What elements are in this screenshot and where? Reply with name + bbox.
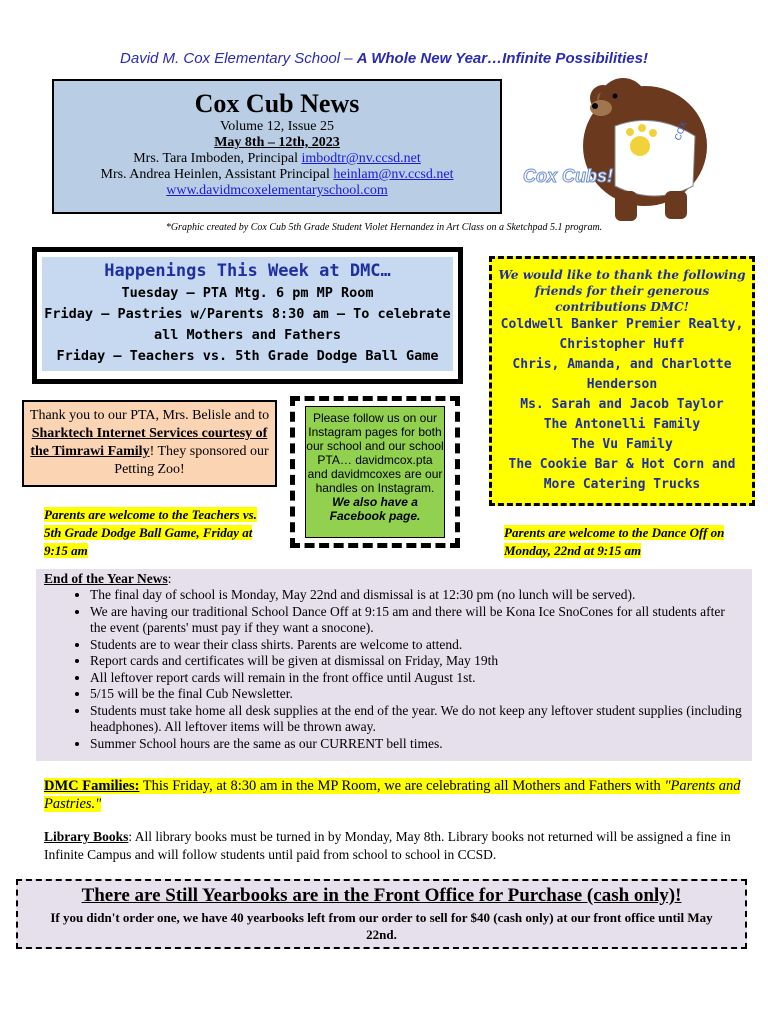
graphic-credit: *Graphic created by Cox Cub 5th Grade Student Violet Hernandez in Art Class on a Sketchpad 5.1 program.	[165, 222, 603, 233]
principal-email-link[interactable]: imbodtr@nv.ccsd.net	[301, 151, 421, 166]
sponsor-name: Ms. Sarah and Jacob Taylor	[520, 397, 724, 412]
list-item: • Students are to wear their class shirts. Parents are welcome to attend.	[90, 637, 744, 654]
dmc-families-quote: "Parents and Pastries."	[44, 778, 741, 812]
facebook-note: We also have a Facebook page.	[329, 495, 421, 523]
assistant-principal-line	[54, 167, 500, 183]
end-of-year-colon: :	[167, 571, 172, 586]
assistant-label: Mrs. Andrea Heinlen, Assistant Principal	[100, 167, 334, 182]
happening-item: Tuesday – PTA Mtg. 6 pm MP Room	[121, 285, 374, 301]
cox-cubs-caption: Cox Cubs!	[523, 166, 613, 186]
slogan: A Whole New Year…Infinite Possibilities!	[356, 50, 648, 67]
happening-item: Friday – Teachers vs. 5th Grade Dodge Ball Game	[56, 348, 439, 364]
happenings-title: Happenings This Week at DMC…	[104, 261, 391, 281]
list-item: • Students must take home all desk supplies at the end of the year. We do not keep any leftover student supplies (including headphones). All leftover items will be thrown away.	[90, 703, 744, 736]
list-item: • 5/15 will be the final Cub Newsletter.	[90, 686, 744, 703]
school-name: David M. Cox Elementary School	[120, 50, 341, 67]
sponsor-name: The Vu Family	[571, 437, 673, 452]
dmc-families-text: This Friday, at 8:30 am in the MP Room, we are celebrating all Mothers and Fathers with	[139, 778, 665, 794]
sponsor-name: Chris, Amanda, and Charlotte Henderson	[512, 357, 732, 392]
tagline-dash: –	[340, 50, 357, 67]
yearbooks-box	[16, 879, 747, 949]
pta-text-2: ! They sponsored our Petting Zoo!	[114, 444, 269, 477]
sponsor-name: The Cookie Bar & Hot Corn and More Catering Trucks	[508, 457, 736, 492]
end-of-year-news	[36, 569, 752, 761]
sponsor-name: Coldwell Banker Premier Realty, Christopher Huff	[500, 317, 744, 352]
pta-sponsor: Sharktech Internet Services courtesy of the Timrawi Family	[30, 426, 268, 459]
end-of-year-list	[44, 587, 744, 752]
newsletter-title: Cox Cub News	[194, 89, 360, 118]
yearbooks-detail: If you didn't order one, we have 40 yearbooks left from our order to sell for $40 (cash only) at our front office until May 22nd.	[50, 910, 713, 942]
website-link[interactable]: www.davidmcoxelementaryschool.com	[166, 183, 388, 198]
list-item: • We are having our traditional School Dance Off at 9:15 am and there will be Kona Ice SnoCones for all students after the event (parents' must pay if they want a snocone).	[90, 604, 744, 637]
library-label: Library Books	[44, 829, 129, 844]
library-books-note	[44, 828, 744, 864]
principal-line	[54, 151, 500, 167]
shirt-text: COX	[672, 119, 689, 142]
bear-mascot-graphic	[515, 66, 745, 226]
dmc-families-note	[44, 777, 744, 813]
issue-dates: May 8th – 12th, 2023	[214, 135, 340, 150]
happenings-box	[32, 247, 463, 384]
library-text: : All library books must be turned in by Monday, May 8th. Library books not returned will be assigned a fine in Infinite Campus and will follow students until paid from school to school in CCSD.	[44, 829, 731, 862]
end-of-year-heading: End of the Year News	[44, 571, 168, 586]
list-item: • Summer School hours are the same as our CURRENT bell times.	[90, 736, 744, 753]
sponsor-name: The Antonelli Family	[543, 417, 701, 432]
sponsors-thanks-box	[489, 256, 755, 506]
assistant-email-link[interactable]: heinlam@nv.ccsd.net	[333, 167, 454, 182]
thanks-intro: We would like to thank the following friends for their generous contributions DMC!	[498, 268, 746, 314]
paw-print-icon	[630, 136, 650, 156]
list-item: • Report cards and certificates will be given at dismissal on Friday, May 19th	[90, 653, 744, 670]
masthead	[52, 79, 502, 214]
header-tagline	[0, 50, 768, 67]
dance-off-notice: Parents are welcome to the Dance Off on Monday, 22nd at 9:15 am	[504, 525, 725, 558]
list-item: • The final day of school is Monday, May 22nd and dismissal is at 12:30 pm (no lunch will be served).	[90, 587, 744, 604]
yearbooks-title: There are Still Yearbooks are in the Front Office for Purchase (cash only)!	[81, 885, 682, 906]
dmc-families-label: DMC Families:	[44, 778, 140, 794]
volume-issue: Volume 12, Issue 25	[219, 119, 335, 134]
principal-label: Mrs. Tara Imboden, Principal	[133, 151, 302, 166]
happening-item: Friday – Pastries w/Parents 8:30 am – To celebrate all Mothers and Fathers	[44, 306, 451, 343]
pta-thanks-box	[22, 400, 277, 487]
teachers-game-notice: Parents are welcome to the Teachers vs. 5th Grade Dodge Ball Game, Friday at 9:15 am	[44, 507, 257, 558]
instagram-box	[290, 396, 460, 548]
instagram-text: Please follow us on our Instagram pages for both our school and our school PTA… davidmcox.pta and davidmcoxes are our handles on Instagram.	[306, 411, 444, 495]
list-item: • All leftover report cards will remain in the front office until August 1st.	[90, 670, 744, 687]
pta-text-1: Thank you to our PTA, Mrs. Belisle and to	[29, 408, 270, 423]
